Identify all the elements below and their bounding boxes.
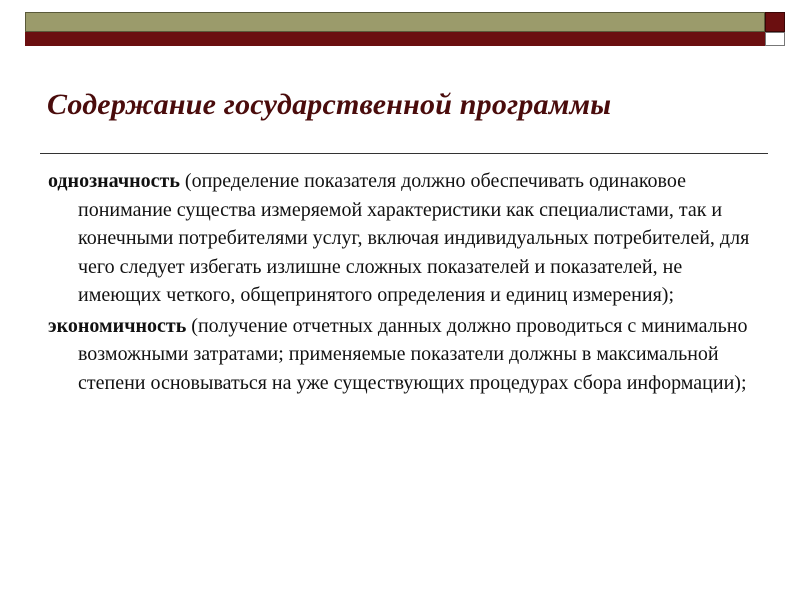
list-item-economy — [48, 312, 768, 398]
description-economy: (получение отчетных данных должно проводиться с минимально возможными затратами; применяемые показатели должны в максимальной степени основываться на уже существующих процедурах сбора информации); — [78, 314, 748, 394]
title-divider — [40, 153, 768, 154]
description-unambiguity: (определение показателя должно обеспечивать одинаковое понимание существа измеряемой характеристики как специалистами, так и конечными потребителями услуг, включая индивидуальных потребителей, для чего следует избегать излишне сложных показателей и показателей, не имеющих четкого, общепринятого определения и единиц измерения); — [78, 170, 750, 306]
term-economy: экономичность — [48, 314, 187, 337]
slide-body — [48, 167, 768, 399]
header-maroon-bar — [25, 32, 765, 46]
list-item-unambiguity — [48, 167, 768, 310]
slide-title: Содержание государственной программы — [47, 88, 612, 121]
header-olive-bar — [25, 12, 765, 32]
header-corner-square-white — [765, 32, 785, 46]
header-corner-square-maroon — [765, 12, 785, 32]
term-unambiguity: однозначность — [48, 170, 180, 192]
